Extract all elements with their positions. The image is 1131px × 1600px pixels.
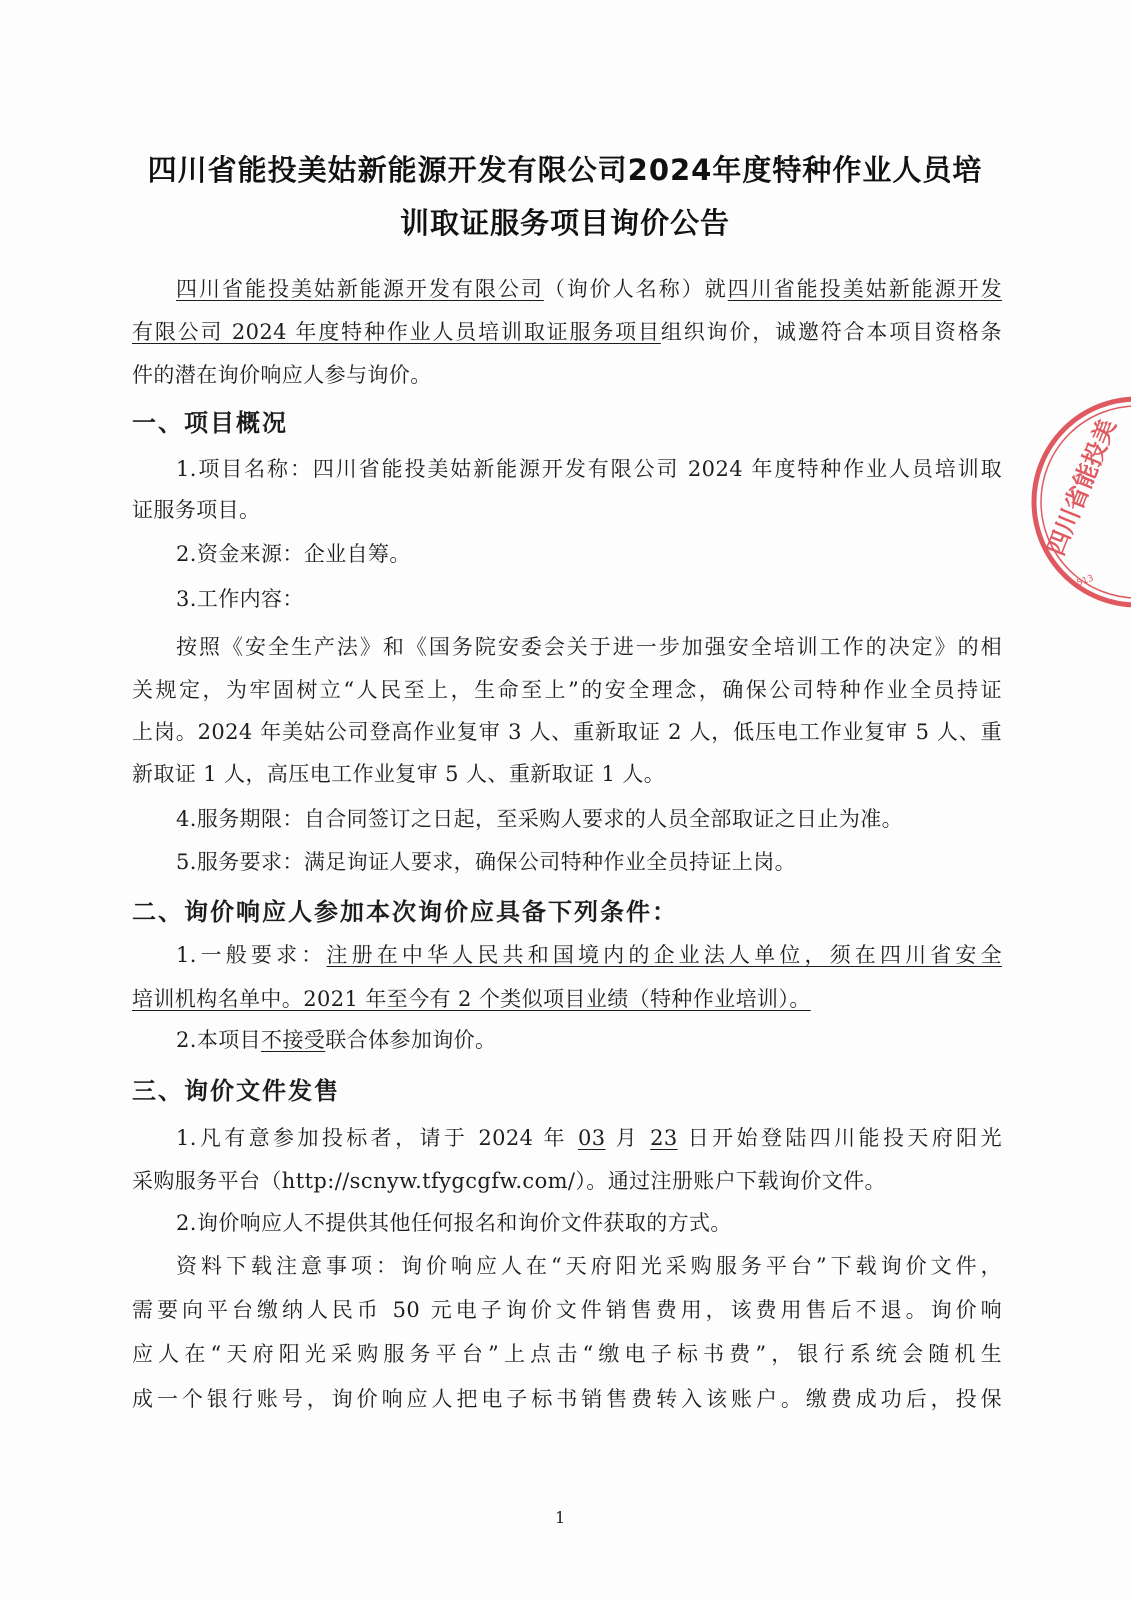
s2-general-requirement-part-1: 注册在中华人民共和国境内的企业法人单位，须在四川省安全 (326, 943, 1002, 967)
s3-start-month: 03 (578, 1126, 606, 1150)
s1-item1-line-2: 证服务项目。 (132, 498, 261, 522)
s3-note-line-1: 资料下载注意事项：询价响应人在“天府阳光采购服务平台”下载询价文件， (176, 1254, 1002, 1278)
s1-item1-line-1: 1.项目名称：四川省能投美姑新能源开发有限公司 2024 年度特种作业人员培训取 (176, 457, 1002, 481)
s1-item5: 5.服务要求：满足询证人要求，确保公司特种作业全员持证上岗。 (176, 850, 797, 874)
project-name-part-1: 四川省能投美姑新能源开发 (727, 277, 1002, 301)
s2-item2-suffix: 联合体参加询价。 (325, 1028, 497, 1052)
intro-line-1 (176, 275, 1002, 303)
s3-start-day: 23 (650, 1126, 678, 1150)
s3-item1-line-1 (176, 1124, 1002, 1152)
s2-item1-line-2 (132, 985, 1002, 1013)
document-title-line-1: 四川省能投美姑新能源开发有限公司2024年度特种作业人员培 (147, 153, 983, 187)
s1-item4: 4.服务期限：自合同签订之日起，至采购人要求的人员全部取证之日止为准。 (176, 807, 904, 831)
svg-text:四川省能投美: 四川省能投美 (1041, 415, 1122, 560)
s1-item3: 3.工作内容： (176, 587, 304, 611)
s3-item1-part-b: 月 (605, 1126, 651, 1150)
s3-note-line-4: 成一个银行账号，询价响应人把电子标书销售费转入该账户。缴费成功后，投保 (132, 1387, 1002, 1411)
s3-note-line-2: 需要向平台缴纳人民币 50 元电子询价文件销售费用，该费用售后不退。询价响 (132, 1298, 1002, 1322)
s3-note-line-3: 应人在“天府阳光采购服务平台”上点击“缴电子标书费”，银行系统会随机生 (132, 1342, 1002, 1366)
s1-content-line-4: 新取证 1 人，高压电工作业复审 5 人、重新取证 1 人。 (132, 762, 666, 786)
s2-item2-prefix: 2.本项目 (176, 1028, 262, 1052)
s3-item2: 2.询价响应人不提供其他任何报名和询价文件获取的方式。 (176, 1211, 732, 1235)
s1-content-line-1: 按照《安全生产法》和《国务院安委会关于进一步加强安全培训工作的决定》的相 (176, 635, 1002, 659)
s1-content-line-3: 上岗。2024 年美姑公司登高作业复审 3 人、重新取证 2 人，低压电工作业复审 5 人、重 (132, 720, 1002, 744)
svg-text:513: 513 (1075, 573, 1096, 589)
company-seal-stamp (1022, 392, 1131, 612)
s2-item2 (176, 1026, 1002, 1054)
s2-item1-line-1 (176, 941, 1002, 969)
page-number: 1 (555, 1508, 566, 1527)
s3-item1-part-a: 1.凡有意参加投标者，请于 2024 年 (176, 1126, 578, 1150)
s3-item1-part-c: 日开始登陆四川能投天府阳光 (677, 1126, 1002, 1150)
section-3-heading: 三、询价文件发售 (132, 1077, 340, 1105)
s2-general-requirement-part-2: 培训机构名单中。2021 年至今有 2 个类似项目业绩（特种作业培训）。 (132, 987, 811, 1011)
intro-line-2 (132, 318, 1002, 346)
intro-line-3: 件的潜在询价响应人参与询价。 (132, 363, 432, 387)
section-1-heading: 一、项目概况 (132, 409, 288, 437)
project-name-part-2: 有限公司 2024 年度特种作业人员培训取证服务项目 (132, 320, 661, 344)
s3-item1-line-2: 采购服务平台（http://scnyw.tfygcgfw.com/）。通过注册账户下载询价文件。 (132, 1169, 886, 1193)
intro-invitation: 组织询价，诚邀符合本项目资格条 (660, 320, 1002, 344)
inquirer-name: 四川省能投美姑新能源开发有限公司 (176, 277, 544, 301)
s1-content-line-2: 关规定，为牢固树立“人民至上，生命至上”的安全理念，确保公司特种作业全员持证 (132, 678, 1002, 702)
section-2-heading: 二、询价响应人参加本次询价应具备下列条件： (132, 898, 678, 926)
s1-item2: 2.资金来源：企业自筹。 (176, 542, 411, 566)
intro-label: （询价人名称）就 (543, 277, 728, 301)
document-title-line-2: 训取证服务项目询价公告 (399, 206, 730, 240)
s2-item1-prefix: 1.一般要求： (176, 943, 327, 967)
s2-not-accepted: 不接受 (261, 1028, 326, 1052)
